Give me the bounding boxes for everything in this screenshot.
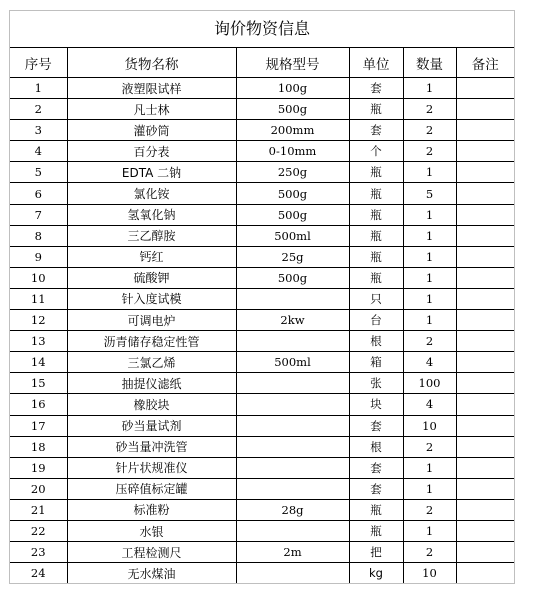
table-row bbox=[10, 162, 514, 183]
cell-name: 氯化铵 bbox=[67, 183, 236, 204]
cell-unit: 套 bbox=[349, 478, 403, 499]
table-row bbox=[10, 331, 514, 352]
cell-spec: 500ml bbox=[236, 352, 349, 373]
cell-qty: 1 bbox=[403, 310, 456, 331]
cell-name: 橡胶块 bbox=[67, 394, 236, 415]
table-row bbox=[10, 352, 514, 373]
cell-name: 百分表 bbox=[67, 141, 236, 162]
cell-name: 凡士林 bbox=[67, 99, 236, 120]
table-row bbox=[10, 457, 514, 478]
cell-unit: 瓶 bbox=[349, 99, 403, 120]
cell-name: EDTA 二钠 bbox=[67, 162, 236, 183]
inquiry-sheet bbox=[9, 10, 515, 584]
cell-spec bbox=[236, 288, 349, 309]
cell-name: 针入度试模 bbox=[67, 288, 236, 309]
cell-note bbox=[456, 520, 514, 541]
table-row bbox=[10, 415, 514, 436]
cell-name: 灌砂筒 bbox=[67, 120, 236, 141]
cell-spec: 25g bbox=[236, 246, 349, 267]
cell-note bbox=[456, 267, 514, 288]
cell-seq: 13 bbox=[10, 331, 67, 352]
cell-qty: 1 bbox=[403, 78, 456, 99]
cell-unit: 块 bbox=[349, 394, 403, 415]
cell-seq: 7 bbox=[10, 204, 67, 225]
table-row bbox=[10, 183, 514, 204]
cell-seq: 15 bbox=[10, 373, 67, 394]
cell-note bbox=[456, 183, 514, 204]
cell-name: 标准粉 bbox=[67, 499, 236, 520]
cell-name: 硫酸钾 bbox=[67, 267, 236, 288]
cell-note bbox=[456, 457, 514, 478]
header-row bbox=[10, 48, 514, 78]
cell-name: 钙红 bbox=[67, 246, 236, 267]
cell-seq: 23 bbox=[10, 542, 67, 563]
cell-qty: 1 bbox=[403, 520, 456, 541]
table-row bbox=[10, 478, 514, 499]
header-unit: 单位 bbox=[349, 48, 403, 78]
cell-spec bbox=[236, 373, 349, 394]
cell-unit: 瓶 bbox=[349, 246, 403, 267]
cell-spec bbox=[236, 394, 349, 415]
cell-qty: 2 bbox=[403, 542, 456, 563]
table-row bbox=[10, 310, 514, 331]
cell-spec: 500g bbox=[236, 99, 349, 120]
cell-name: 抽提仪滤纸 bbox=[67, 373, 236, 394]
table-row bbox=[10, 542, 514, 563]
cell-qty: 1 bbox=[403, 478, 456, 499]
cell-name: 无水煤油 bbox=[67, 563, 236, 584]
cell-seq: 21 bbox=[10, 499, 67, 520]
table-row bbox=[10, 78, 514, 99]
cell-seq: 5 bbox=[10, 162, 67, 183]
cell-spec bbox=[236, 457, 349, 478]
cell-qty: 1 bbox=[403, 162, 456, 183]
cell-note bbox=[456, 99, 514, 120]
cell-seq: 20 bbox=[10, 478, 67, 499]
cell-spec: 500g bbox=[236, 267, 349, 288]
cell-note bbox=[456, 415, 514, 436]
cell-seq: 16 bbox=[10, 394, 67, 415]
cell-name: 三氯乙烯 bbox=[67, 352, 236, 373]
cell-seq: 22 bbox=[10, 520, 67, 541]
table-row bbox=[10, 394, 514, 415]
table-row bbox=[10, 204, 514, 225]
cell-unit: 根 bbox=[349, 436, 403, 457]
cell-name: 水银 bbox=[67, 520, 236, 541]
cell-qty: 2 bbox=[403, 120, 456, 141]
table-row bbox=[10, 373, 514, 394]
cell-qty: 1 bbox=[403, 225, 456, 246]
cell-seq: 18 bbox=[10, 436, 67, 457]
cell-name: 砂当量冲洗管 bbox=[67, 436, 236, 457]
cell-spec: 28g bbox=[236, 499, 349, 520]
cell-spec: 2m bbox=[236, 542, 349, 563]
cell-spec bbox=[236, 415, 349, 436]
header-seq: 序号 bbox=[10, 48, 67, 78]
cell-unit: kg bbox=[349, 563, 403, 584]
cell-name: 工程检测尺 bbox=[67, 542, 236, 563]
cell-qty: 2 bbox=[403, 436, 456, 457]
cell-qty: 1 bbox=[403, 246, 456, 267]
cell-note bbox=[456, 436, 514, 457]
cell-spec: 500g bbox=[236, 204, 349, 225]
cell-qty: 1 bbox=[403, 457, 456, 478]
cell-qty: 2 bbox=[403, 99, 456, 120]
cell-unit: 套 bbox=[349, 457, 403, 478]
cell-name: 砂当量试剂 bbox=[67, 415, 236, 436]
cell-spec: 500g bbox=[236, 183, 349, 204]
cell-spec bbox=[236, 520, 349, 541]
cell-spec: 100g bbox=[236, 78, 349, 99]
cell-seq: 12 bbox=[10, 310, 67, 331]
cell-seq: 1 bbox=[10, 78, 67, 99]
sheet-title: 询价物资信息 bbox=[10, 11, 514, 48]
cell-note bbox=[456, 542, 514, 563]
table-row bbox=[10, 520, 514, 541]
cell-seq: 24 bbox=[10, 563, 67, 584]
cell-seq: 10 bbox=[10, 267, 67, 288]
cell-note bbox=[456, 394, 514, 415]
cell-unit: 箱 bbox=[349, 352, 403, 373]
cell-unit: 瓶 bbox=[349, 162, 403, 183]
table-row bbox=[10, 141, 514, 162]
cell-seq: 6 bbox=[10, 183, 67, 204]
cell-seq: 14 bbox=[10, 352, 67, 373]
cell-unit: 把 bbox=[349, 542, 403, 563]
cell-unit: 根 bbox=[349, 331, 403, 352]
table-row bbox=[10, 436, 514, 457]
cell-qty: 1 bbox=[403, 204, 456, 225]
materials-table bbox=[10, 48, 514, 583]
cell-note bbox=[456, 352, 514, 373]
cell-qty: 1 bbox=[403, 288, 456, 309]
cell-unit: 套 bbox=[349, 120, 403, 141]
table-row bbox=[10, 563, 514, 584]
cell-qty: 10 bbox=[403, 415, 456, 436]
cell-spec: 500ml bbox=[236, 225, 349, 246]
table-row bbox=[10, 499, 514, 520]
table-row bbox=[10, 288, 514, 309]
cell-spec bbox=[236, 436, 349, 457]
cell-unit: 张 bbox=[349, 373, 403, 394]
cell-seq: 11 bbox=[10, 288, 67, 309]
cell-seq: 2 bbox=[10, 99, 67, 120]
cell-note bbox=[456, 499, 514, 520]
table-row bbox=[10, 225, 514, 246]
cell-unit: 瓶 bbox=[349, 520, 403, 541]
cell-qty: 4 bbox=[403, 394, 456, 415]
cell-unit: 瓶 bbox=[349, 204, 403, 225]
cell-unit: 台 bbox=[349, 310, 403, 331]
cell-name: 针片状规准仪 bbox=[67, 457, 236, 478]
cell-spec: 200mm bbox=[236, 120, 349, 141]
cell-qty: 5 bbox=[403, 183, 456, 204]
cell-seq: 19 bbox=[10, 457, 67, 478]
cell-unit: 个 bbox=[349, 141, 403, 162]
cell-seq: 9 bbox=[10, 246, 67, 267]
cell-spec bbox=[236, 478, 349, 499]
cell-unit: 瓶 bbox=[349, 499, 403, 520]
table-row bbox=[10, 246, 514, 267]
cell-spec: 250g bbox=[236, 162, 349, 183]
table-row bbox=[10, 267, 514, 288]
cell-seq: 3 bbox=[10, 120, 67, 141]
cell-seq: 4 bbox=[10, 141, 67, 162]
cell-unit: 瓶 bbox=[349, 225, 403, 246]
cell-spec: 0-10mm bbox=[236, 141, 349, 162]
header-spec: 规格型号 bbox=[236, 48, 349, 78]
table-row bbox=[10, 99, 514, 120]
table-row bbox=[10, 120, 514, 141]
cell-note bbox=[456, 563, 514, 584]
cell-unit: 只 bbox=[349, 288, 403, 309]
cell-note bbox=[456, 204, 514, 225]
cell-note bbox=[456, 478, 514, 499]
cell-spec bbox=[236, 331, 349, 352]
cell-note bbox=[456, 225, 514, 246]
cell-spec bbox=[236, 563, 349, 584]
cell-qty: 1 bbox=[403, 267, 456, 288]
cell-name: 可调电炉 bbox=[67, 310, 236, 331]
cell-unit: 套 bbox=[349, 415, 403, 436]
cell-note bbox=[456, 373, 514, 394]
cell-note bbox=[456, 120, 514, 141]
cell-qty: 2 bbox=[403, 331, 456, 352]
cell-note bbox=[456, 246, 514, 267]
cell-unit: 瓶 bbox=[349, 183, 403, 204]
cell-note bbox=[456, 162, 514, 183]
cell-qty: 2 bbox=[403, 141, 456, 162]
cell-note bbox=[456, 331, 514, 352]
cell-name: 液塑限试样 bbox=[67, 78, 236, 99]
cell-name: 沥青储存稳定性管 bbox=[67, 331, 236, 352]
header-name: 货物名称 bbox=[67, 48, 236, 78]
cell-name: 氢氧化钠 bbox=[67, 204, 236, 225]
cell-qty: 10 bbox=[403, 563, 456, 584]
cell-note bbox=[456, 310, 514, 331]
cell-name: 三乙醇胺 bbox=[67, 225, 236, 246]
cell-qty: 100 bbox=[403, 373, 456, 394]
header-note: 备注 bbox=[456, 48, 514, 78]
cell-qty: 4 bbox=[403, 352, 456, 373]
cell-unit: 套 bbox=[349, 78, 403, 99]
cell-seq: 17 bbox=[10, 415, 67, 436]
cell-qty: 2 bbox=[403, 499, 456, 520]
cell-unit: 瓶 bbox=[349, 267, 403, 288]
cell-note bbox=[456, 141, 514, 162]
header-qty: 数量 bbox=[403, 48, 456, 78]
cell-seq: 8 bbox=[10, 225, 67, 246]
cell-name: 压碎值标定罐 bbox=[67, 478, 236, 499]
cell-spec: 2kw bbox=[236, 310, 349, 331]
cell-note bbox=[456, 288, 514, 309]
cell-note bbox=[456, 78, 514, 99]
